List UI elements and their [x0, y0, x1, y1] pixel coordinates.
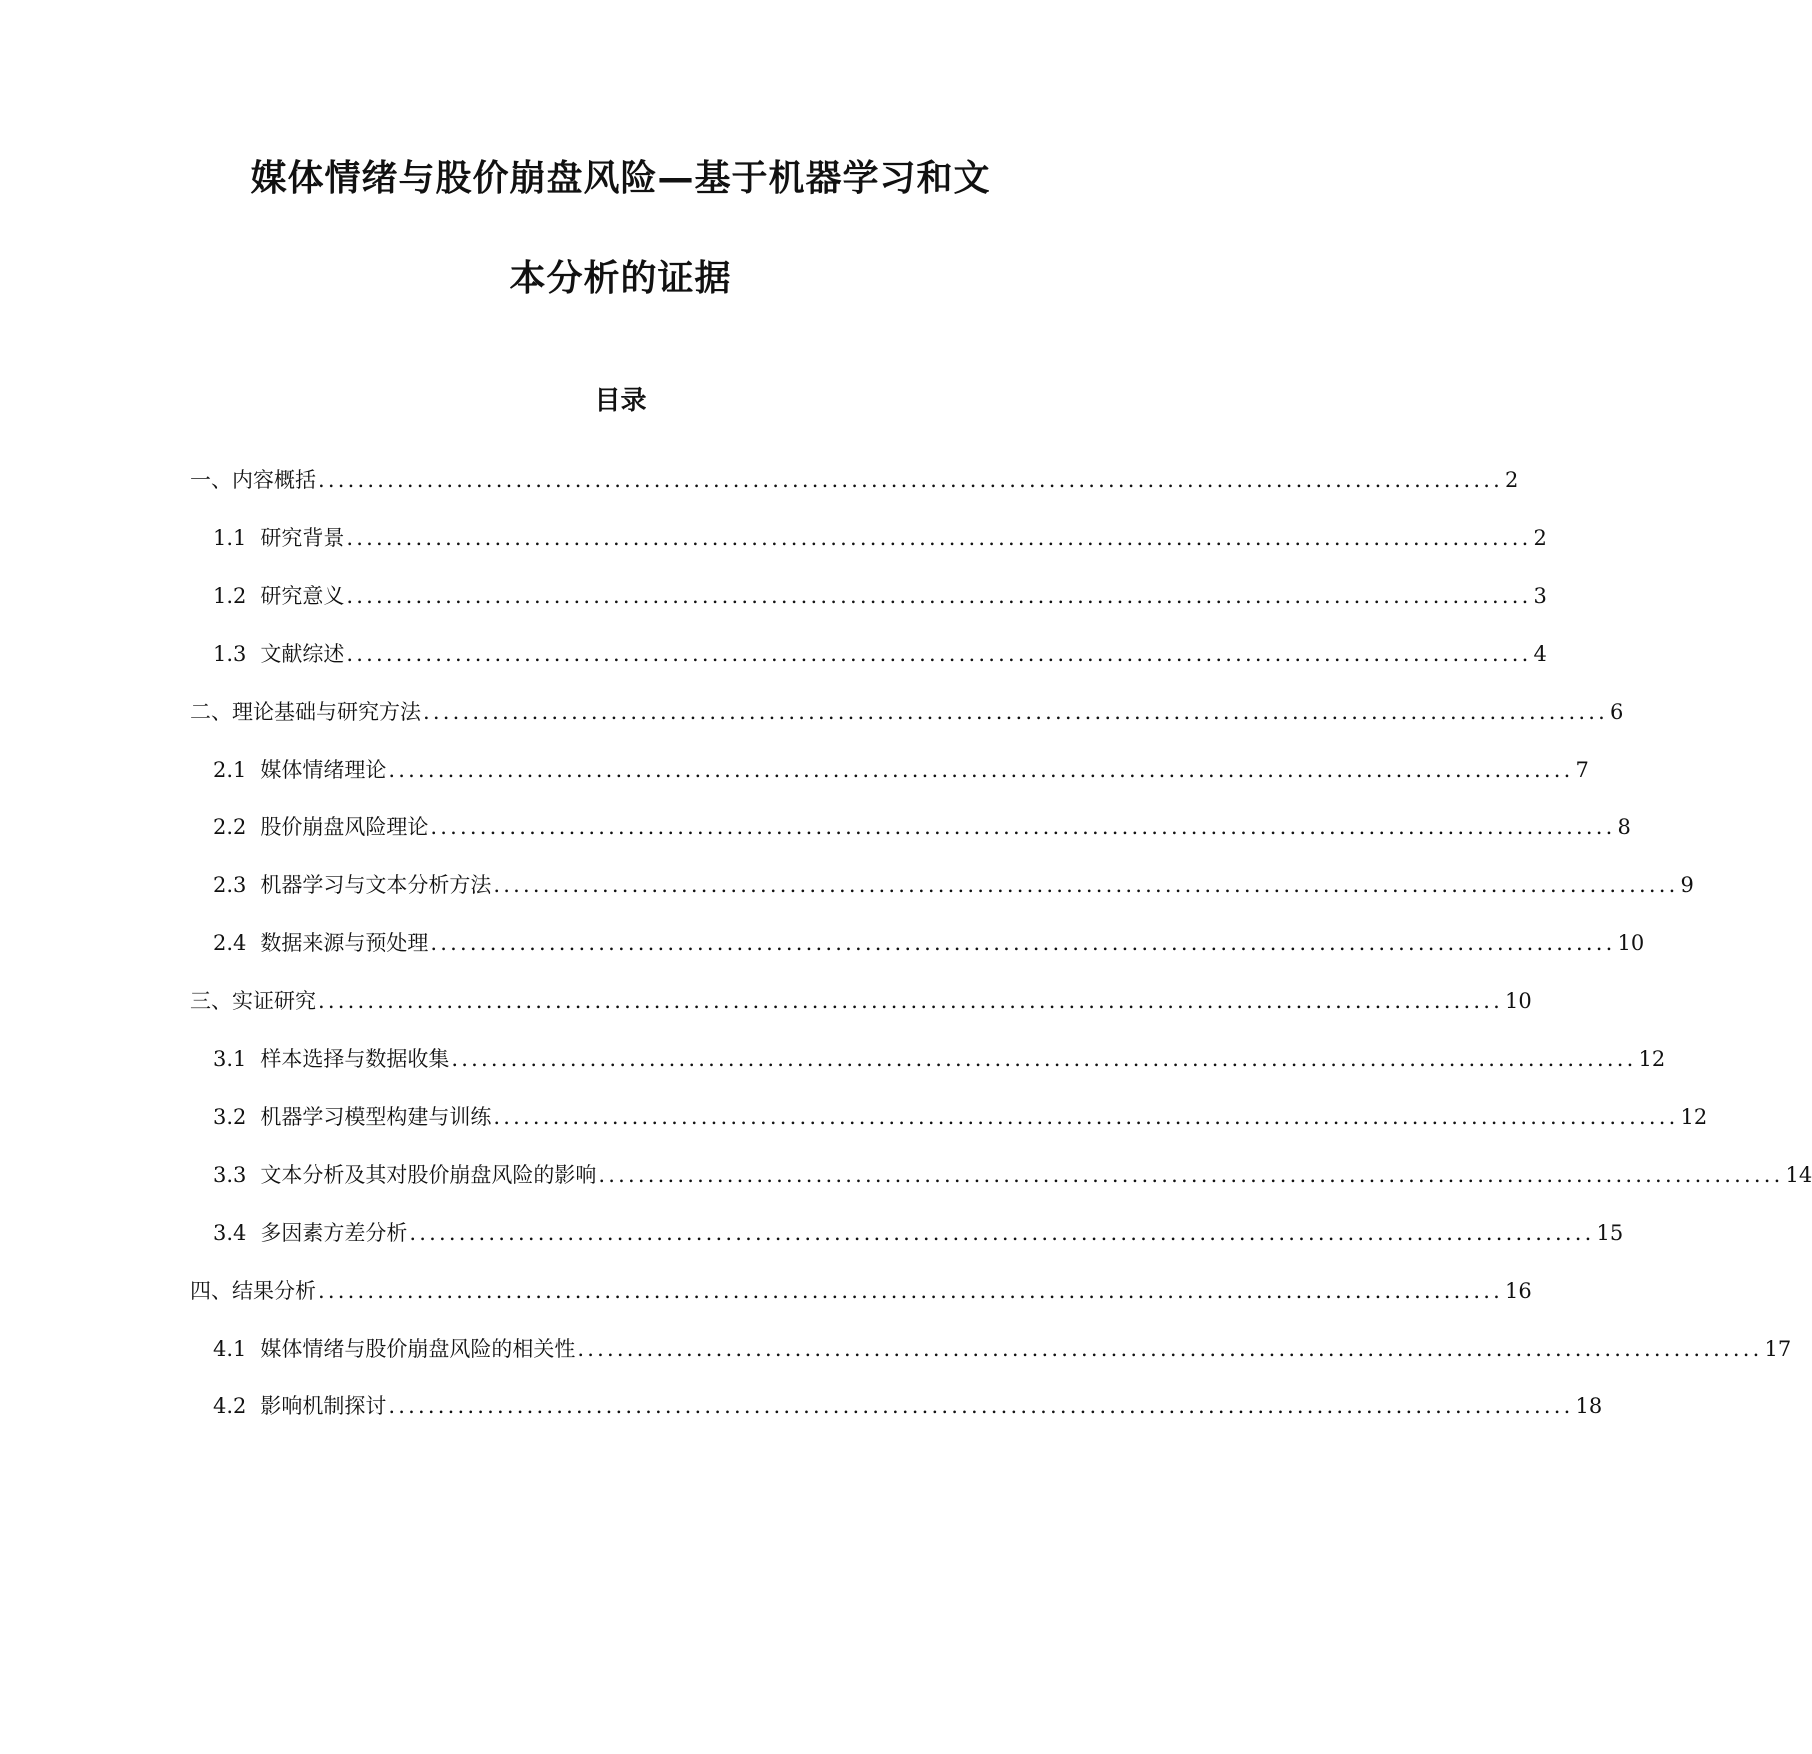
toc-dot-leader: ........................................................................................................................ [318, 1278, 1504, 1303]
toc-entry-label: 媒体情绪理论 [260, 757, 387, 782]
toc-entry[interactable] [190, 986, 1532, 1016]
toc-dot-leader: ........................................................................................................................ [388, 757, 1574, 782]
toc-entry-number: 1.3 [213, 641, 247, 666]
toc-entry-label: 研究意义 [260, 583, 345, 608]
toc-entry-label: 股价崩盘风险理论 [260, 815, 429, 840]
toc-dot-leader: ........................................................................................................................ [598, 1162, 1784, 1187]
toc-entry[interactable] [213, 1334, 1792, 1364]
toc-entry-number: 3.2 [213, 1104, 247, 1129]
toc-entry-page-number: 12 [1638, 1047, 1666, 1071]
toc-entry-page-number: 17 [1764, 1336, 1792, 1361]
toc-entry-number: 3.3 [213, 1162, 247, 1187]
toc-entry[interactable] [213, 928, 1645, 958]
toc-entry[interactable] [190, 1276, 1532, 1306]
toc-entry-label: 二、理论基础与研究方法 [190, 699, 421, 724]
toc-entry-number: 2.2 [213, 815, 247, 840]
toc-entry[interactable] [213, 1391, 1603, 1421]
toc-dot-leader: ........................................................................................................................ [430, 815, 1616, 840]
toc-dot-leader: ........................................................................................................................ [388, 1394, 1574, 1419]
toc-dot-leader: ........................................................................................................................ [423, 699, 1609, 724]
toc-dot-leader: ........................................................................................................................ [493, 1104, 1679, 1129]
toc-entry-number: 4.2 [213, 1394, 247, 1419]
toc-entry-label: 研究背景 [260, 525, 345, 550]
toc-entry-number: 1.1 [213, 525, 247, 550]
toc-entry-number: 2.4 [213, 931, 247, 956]
toc-entry[interactable] [213, 870, 1694, 900]
toc-entry-page-number: 14 [1785, 1162, 1812, 1187]
toc-entry-page-number: 2 [1505, 468, 1519, 492]
toc-entry-page-number: 15 [1596, 1220, 1624, 1245]
toc-entry-label: 媒体情绪与股价崩盘风险的相关性 [260, 1336, 576, 1361]
toc-dot-leader: ........................................................................................................................ [577, 1336, 1763, 1361]
toc-entry-page-number: 16 [1505, 1278, 1532, 1303]
toc-entry[interactable] [190, 465, 1519, 495]
toc-entry-label: 文本分析及其对股价崩盘风险的影响 [260, 1162, 597, 1187]
toc-entry-page-number: 9 [1680, 873, 1694, 898]
document-title-line-1: 媒体情绪与股价崩盘风险—基于机器学习和文 [250, 158, 991, 199]
toc-dot-leader: ........................................................................................................................ [318, 989, 1504, 1014]
toc-entry-label: 四、结果分析 [190, 1278, 316, 1303]
toc-entry-label: 机器学习模型构建与训练 [260, 1104, 492, 1129]
toc-entry[interactable] [213, 523, 1547, 553]
toc-entry-number: 3.4 [213, 1220, 247, 1245]
toc-entry-number: 3.1 [213, 1047, 247, 1071]
toc-entry-number: 2.1 [213, 757, 247, 782]
toc-dot-leader: ........................................................................................................................ [318, 468, 1504, 492]
toc-heading: 目录 [594, 386, 647, 416]
toc-entry-label: 样本选择与数据收集 [260, 1047, 450, 1071]
document-title-line-2: 本分析的证据 [509, 258, 732, 299]
toc-dot-leader: ........................................................................................................................ [346, 641, 1532, 666]
toc-entry[interactable] [213, 812, 1631, 842]
toc-entry-page-number: 3 [1533, 583, 1547, 608]
toc-entry[interactable] [213, 1218, 1624, 1248]
toc-entry[interactable] [213, 1160, 1812, 1190]
toc-entry[interactable] [213, 581, 1547, 611]
toc-entry[interactable] [213, 1102, 1708, 1132]
toc-entry-label: 文献综述 [260, 641, 345, 666]
toc-entry-page-number: 6 [1610, 699, 1624, 724]
toc-dot-leader: ........................................................................................................................ [346, 583, 1532, 608]
toc-entry-label: 一、内容概括 [190, 468, 316, 492]
toc-entry-number: 4.1 [213, 1336, 247, 1361]
toc-entry-page-number: 2 [1533, 525, 1547, 550]
toc-entry-label: 多因素方差分析 [260, 1220, 408, 1245]
toc-entry-page-number: 10 [1617, 931, 1645, 956]
toc-entry-page-number: 12 [1680, 1104, 1708, 1129]
toc-entry[interactable] [213, 1044, 1666, 1074]
toc-dot-leader: ........................................................................................................................ [346, 525, 1532, 550]
toc-entry-number: 2.3 [213, 873, 247, 898]
toc-entry[interactable] [213, 639, 1547, 669]
toc-dot-leader: ........................................................................................................................ [493, 873, 1679, 898]
toc-entry-page-number: 18 [1575, 1394, 1603, 1419]
toc-entry[interactable] [213, 755, 1589, 785]
toc-dot-leader: ........................................................................................................................ [409, 1220, 1595, 1245]
toc-entry-page-number: 4 [1533, 641, 1547, 666]
toc-entry-page-number: 10 [1505, 989, 1532, 1014]
toc-entry-page-number: 8 [1617, 815, 1631, 840]
toc-entry-label: 三、实证研究 [190, 989, 316, 1014]
toc-entry-label: 机器学习与文本分析方法 [260, 873, 492, 898]
toc-entry-number: 1.2 [213, 583, 247, 608]
toc-entry[interactable] [190, 697, 1624, 727]
toc-dot-leader: ........................................................................................................................ [430, 931, 1616, 956]
toc-entry-page-number: 7 [1575, 757, 1589, 782]
toc-entry-label: 数据来源与预处理 [260, 931, 429, 956]
toc-dot-leader: ........................................................................................................................ [451, 1047, 1637, 1071]
toc-entry-label: 影响机制探讨 [260, 1394, 387, 1419]
